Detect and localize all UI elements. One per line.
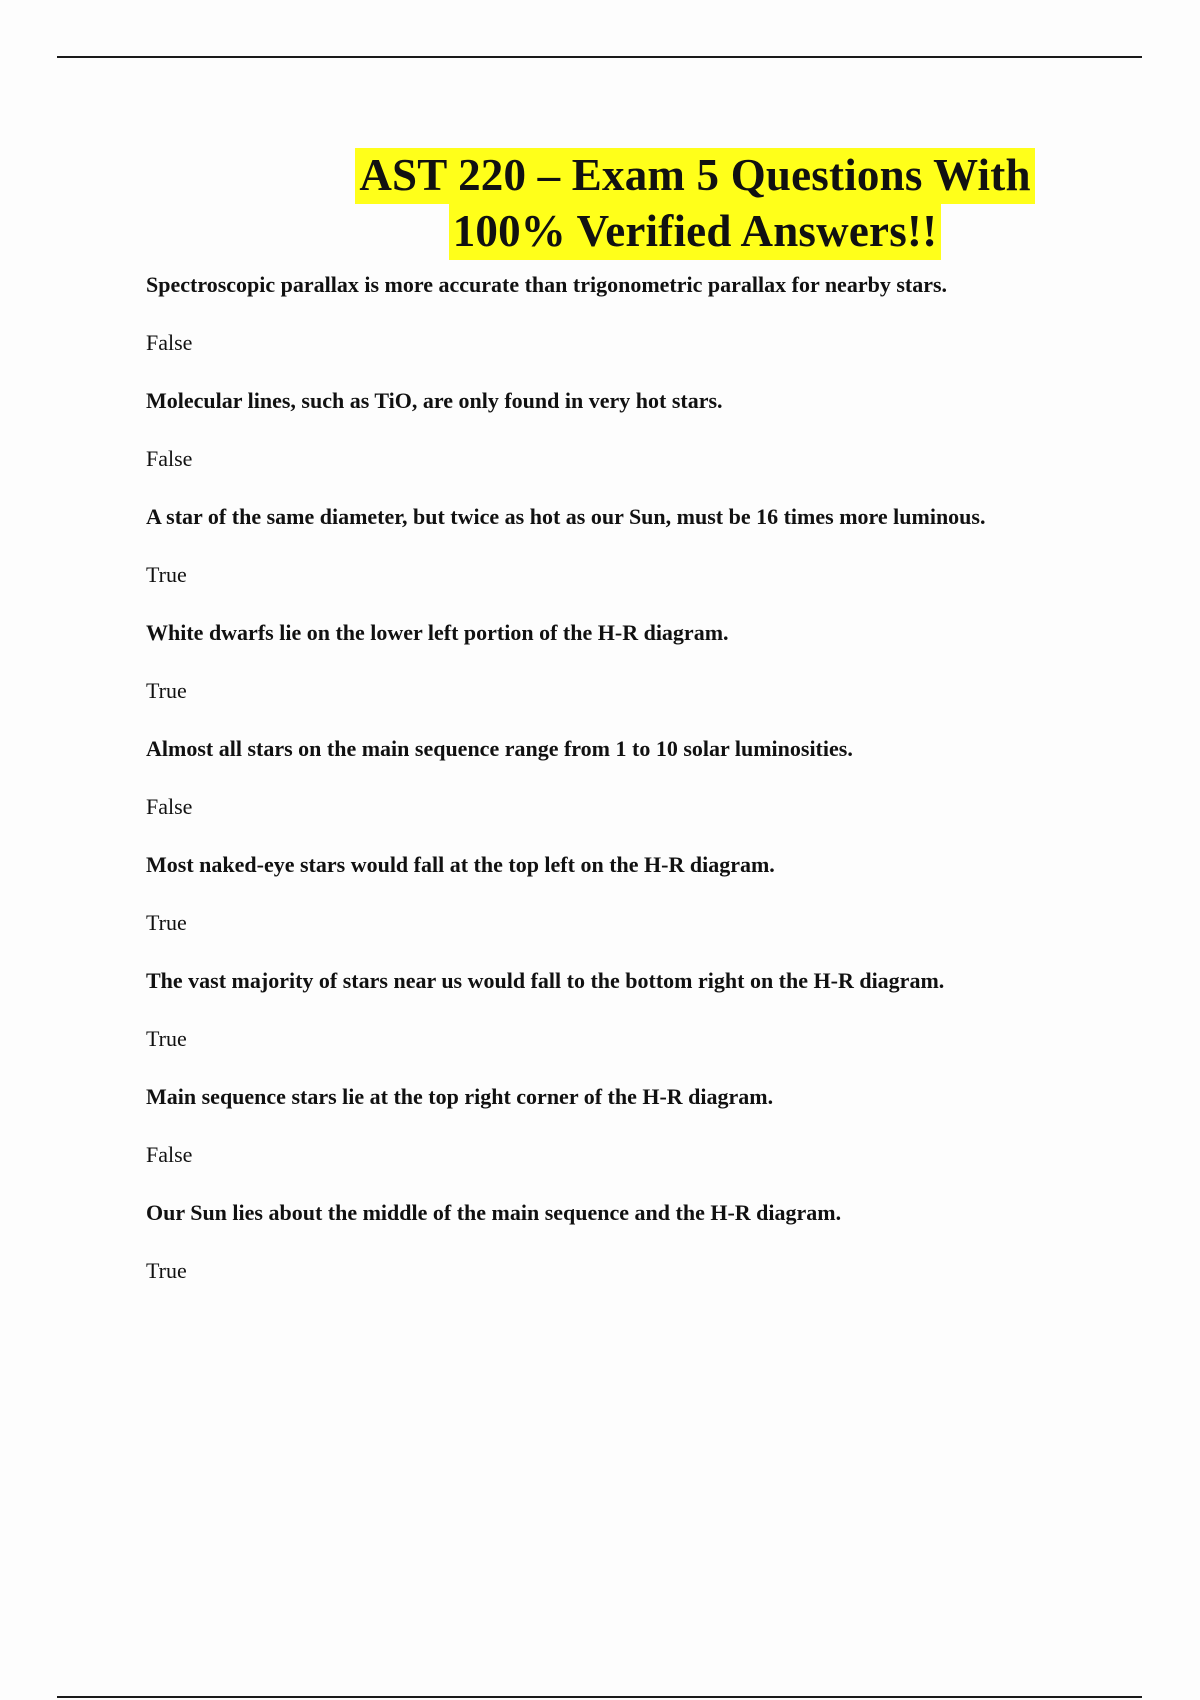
document-title: [300, 148, 1090, 260]
title-line-1: AST 220 – Exam 5 Questions With: [355, 148, 1034, 204]
qa-item: [146, 618, 1146, 734]
qa-item: [146, 502, 1146, 618]
question-text: Main sequence stars lie at the top right corner of the H-R diagram.: [146, 1084, 774, 1109]
question-text: The vast majority of stars near us would fall to the bottom right on the H-R diagram.: [146, 968, 945, 993]
answer-text: True: [146, 910, 187, 935]
qa-item: [146, 966, 1146, 1082]
answer-text: True: [146, 678, 187, 703]
question-text: White dwarfs lie on the lower left portion of the H-R diagram.: [146, 620, 729, 645]
answer-text: False: [146, 330, 193, 355]
qa-item: [146, 386, 1146, 502]
question-text: Molecular lines, such as TiO, are only found in very hot stars.: [146, 388, 723, 413]
top-rule: [57, 56, 1142, 58]
answer-text: False: [146, 794, 193, 819]
answer-text: True: [146, 1258, 187, 1283]
question-text: Most naked-eye stars would fall at the top left on the H-R diagram.: [146, 852, 775, 877]
question-text: Almost all stars on the main sequence range from 1 to 10 solar luminosities.: [146, 736, 853, 761]
answer-text: True: [146, 562, 187, 587]
title-line-2: 100% Verified Answers!!: [449, 204, 942, 260]
qa-item: [146, 1082, 1146, 1198]
bottom-rule: [57, 1696, 1142, 1698]
question-list: [146, 270, 1146, 1314]
question-text: Our Sun lies about the middle of the main sequence and the H-R diagram.: [146, 1200, 842, 1225]
question-text: A star of the same diameter, but twice as hot as our Sun, must be 16 times more luminous.: [146, 504, 986, 529]
answer-text: False: [146, 1142, 193, 1167]
qa-item: [146, 1198, 1146, 1314]
answer-text: False: [146, 446, 193, 471]
question-text: Spectroscopic parallax is more accurate than trigonometric parallax for nearby stars.: [146, 272, 948, 297]
qa-item: [146, 270, 1146, 386]
qa-item: [146, 850, 1146, 966]
qa-item: [146, 734, 1146, 850]
answer-text: True: [146, 1026, 187, 1051]
